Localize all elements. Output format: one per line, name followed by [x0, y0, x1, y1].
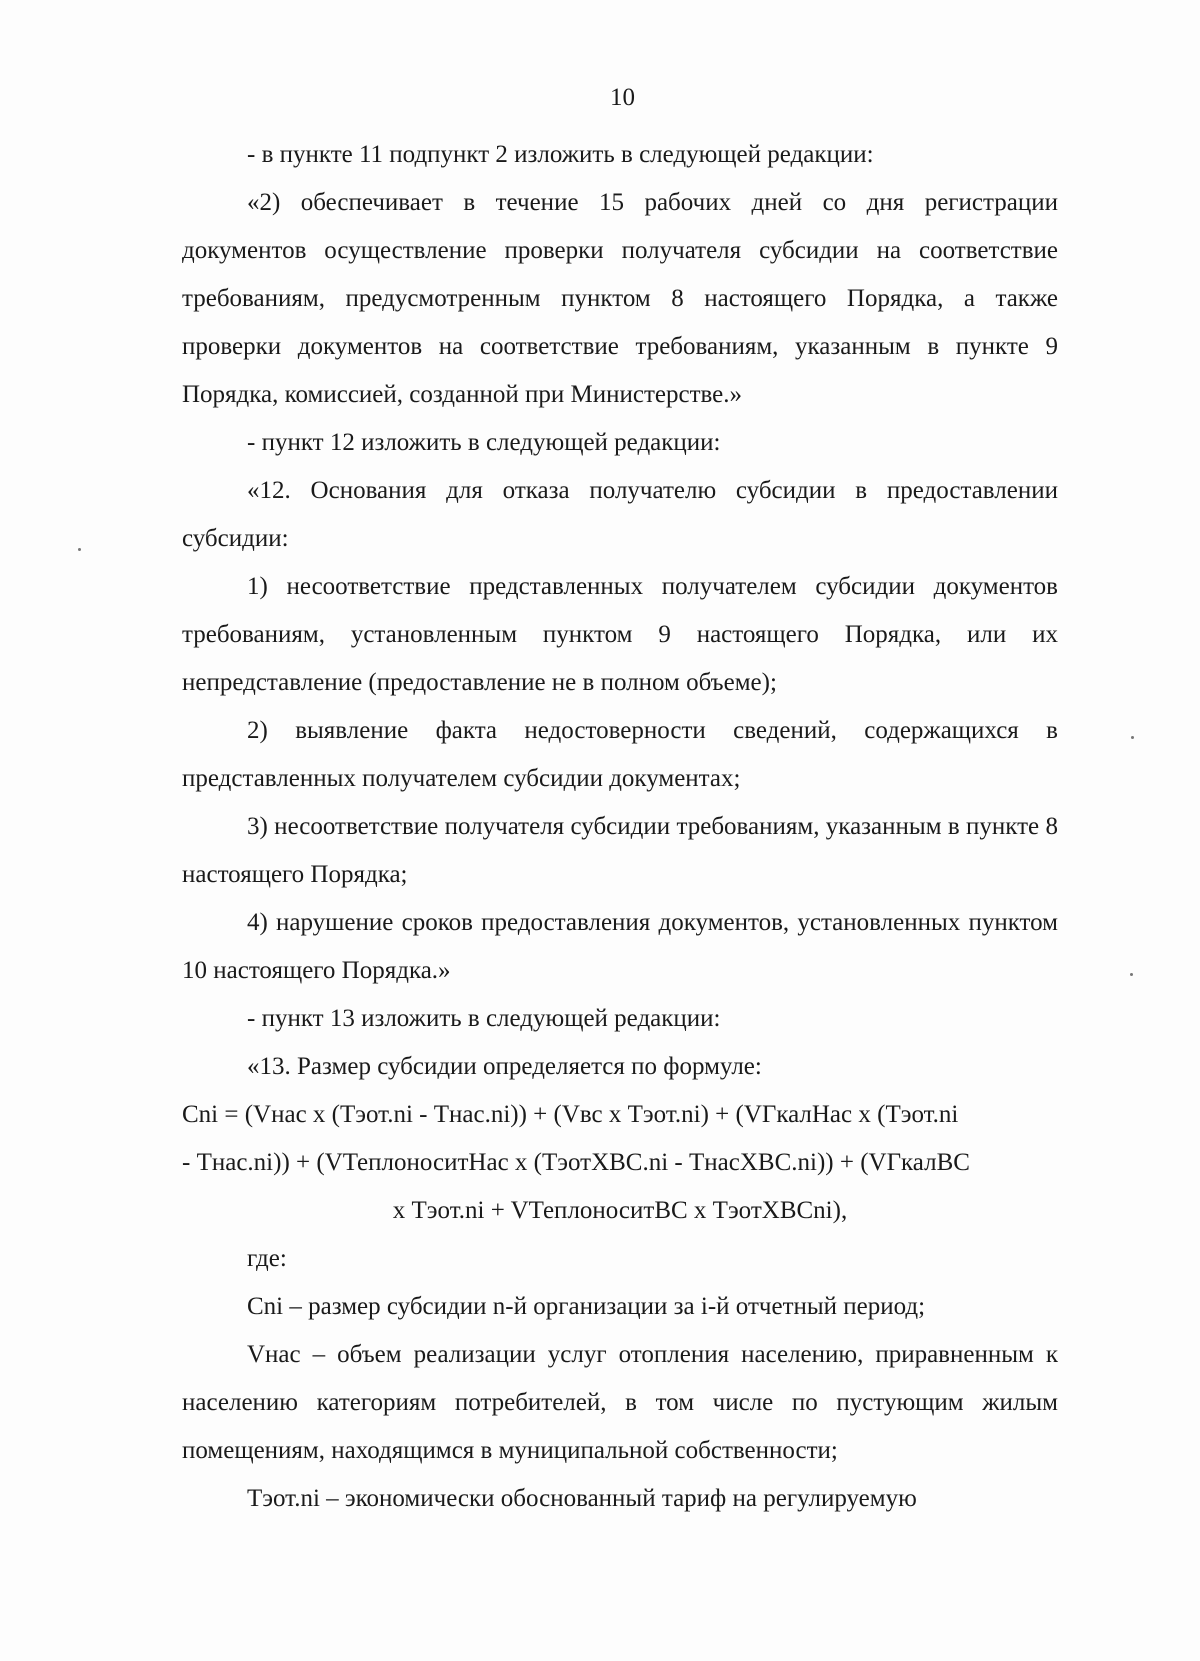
- list-item-3: 3) несоответствие получателя субсидии требованиям, указанным в пункте 8 настоящего Порядка;: [182, 813, 1058, 888]
- subsidy-formula: [182, 1091, 1058, 1235]
- scan-speck: [1130, 973, 1133, 976]
- definitions-where: где:: [247, 1245, 287, 1272]
- paragraph-amend-11: - в пункте 11 подпункт 2 изложить в следующей редакции:: [247, 141, 874, 168]
- formula-line-1: Cni = (Vнас х (Тэот.ni - Тнас.ni)) + (Vвс х Тэот.ni) + (VГкалНас х (Тэот.ni: [182, 1101, 959, 1128]
- page-number: 10: [610, 84, 635, 111]
- paragraph-formula-intro: «13. Размер субсидии определяется по формуле:: [247, 1053, 762, 1080]
- definition-cni: Cni – размер субсидии n-й организации за i-й отчетный период;: [247, 1293, 926, 1320]
- formula-line-2: - Тнас.ni)) + (VТеплоноситНас х (ТэотХВС.ni - ТнасХВС.ni)) + (VГкалВС: [182, 1149, 970, 1176]
- scan-speck: [78, 548, 81, 551]
- paragraph-grounds-refusal: «12. Основания для отказа получателю субсидии в предоставлении субсидии:: [182, 477, 1058, 552]
- document-body: [182, 131, 1058, 1523]
- formula-line-3: х Тэот.ni + VТеплоноситВС х ТэотХВСni),: [392, 1197, 848, 1224]
- list-item-1: 1) несоответствие представленных получателем субсидии документов требованиям, установленным пунктом 9 настоящего Порядка, или их непредставление (предоставление не в полном объеме);: [182, 573, 1058, 696]
- list-item-2: 2) выявление факта недостоверности сведений, содержащихся в представленных получателем субсидии документах;: [182, 717, 1058, 792]
- definition-teot: Тэот.ni – экономически обоснованный тариф на регулируемую: [247, 1485, 917, 1512]
- scan-speck: [1131, 736, 1134, 739]
- paragraph-amend-13: - пункт 13 изложить в следующей редакции:: [247, 1005, 721, 1032]
- list-item-4: 4) нарушение сроков предоставления документов, установленных пунктом 10 настоящего Порядка.»: [182, 909, 1058, 984]
- paragraph-sub-2: «2) обеспечивает в течение 15 рабочих дней со дня регистрации документов осуществление проверки получателя субсидии на соответствие требованиям, предусмотренным пунктом 8 настоящего Порядка, а также проверки документов на соответствие требованиям, указанным в пункте 9 Порядка, комиссией, созданной при Министерстве.»: [182, 189, 1058, 408]
- paragraph-amend-12: - пункт 12 изложить в следующей редакции:: [247, 429, 721, 456]
- definition-vnas: Vнас – объем реализации услуг отопления населению, приравненным к населению категориям потребителей, в том числе по пустующим жилым помещениям, находящимся в муниципальной собственности;: [182, 1341, 1058, 1464]
